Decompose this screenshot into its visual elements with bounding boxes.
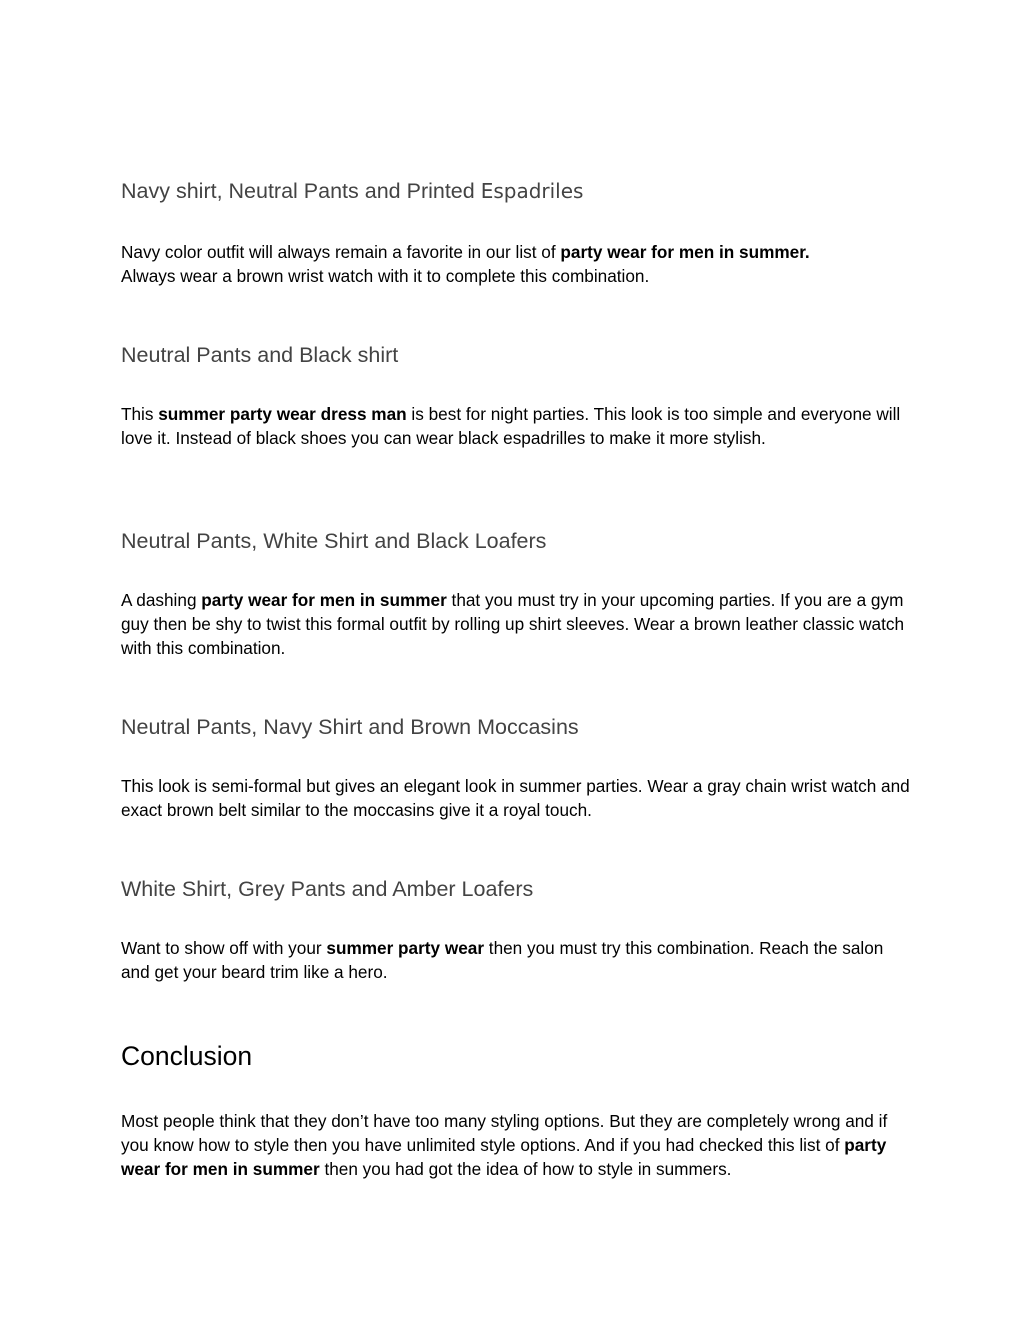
section-heading-navy-shirt-moccasins: Neutral Pants, Navy Shirt and Brown Moccasins [121,715,579,739]
section-paragraph-white-shirt-black-loafers: A dashing party wear for men in summer that you must try in your upcoming parties. If you are a gym guy then be shy to twist this formal outfit by rolling up shirt sleeves. Wear a brown leather classic watch with this combination. [121,590,905,659]
section-heading-navy-shirt: Navy shirt, Neutral Pants and Printed Espadriles [121,179,584,203]
section-paragraph-black-shirt: This summer party wear dress man is best for night parties. This look is too simple and everyone will love it. Instead of black shoes you can wear black espadrilles to make it more stylish. [121,404,901,449]
section-paragraph-amber-loafers: Want to show off with your summer party wear then you must try this combination. Reach the salon and get your beard trim like a hero. [121,938,884,983]
keyword: summer party wear dress man [158,404,407,424]
section-paragraph-navy-shirt-moccasins: This look is semi-formal but gives an elegant look in summer parties. Wear a gray chain wrist watch and exact brown belt similar to the moccasins give it a royal touch. [121,776,910,821]
keyword: party wear for men in summer [201,590,447,610]
section-heading-white-shirt-black-loafers: Neutral Pants, White Shirt and Black Loafers [121,529,547,553]
keyword: party wear for men in summer [121,1135,887,1180]
section-heading-black-shirt: Neutral Pants and Black shirt [121,343,399,367]
section-paragraph-navy-shirt: Navy color outfit will always remain a favorite in our list of party wear for men in summer. Always wear a brown wrist watch with it to complete this combination. [121,242,810,287]
conclusion-paragraph: Most people think that they don’t have too many styling options. But they are completely wrong and if you know how to style then you have unlimited style options. And if you had checked this list of party wear for men in summer then you had got the idea of how to style in summers. [121,1111,888,1180]
keyword: party wear for men in summer. [560,242,810,262]
conclusion-heading: Conclusion [121,1041,253,1071]
section-heading-amber-loafers: White Shirt, Grey Pants and Amber Loafers [121,877,534,901]
keyword: summer party wear [326,938,485,958]
